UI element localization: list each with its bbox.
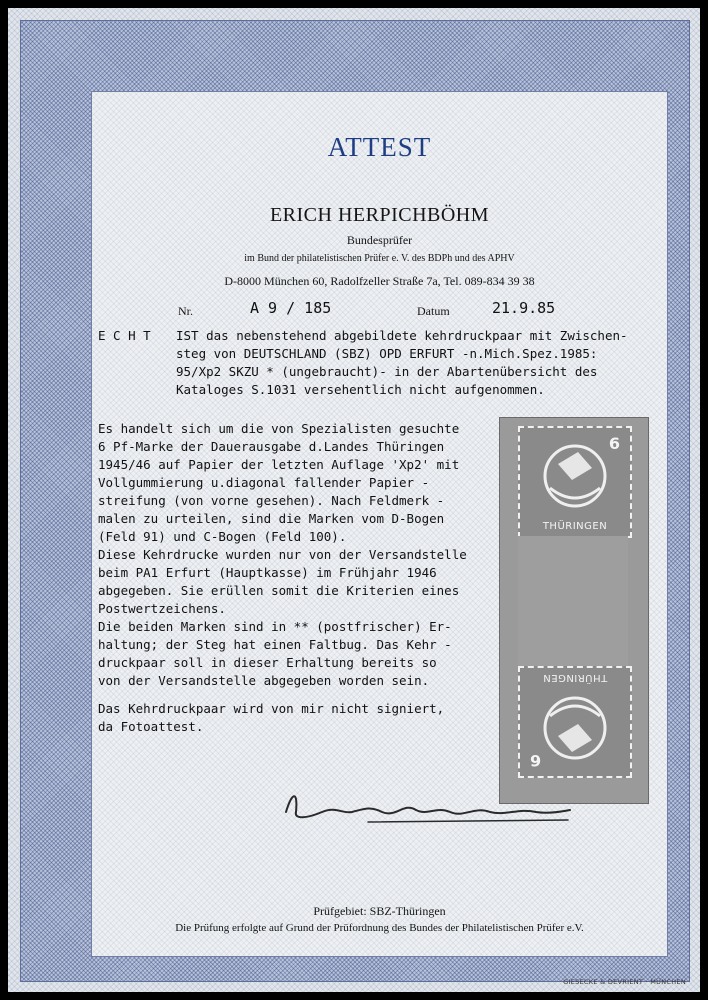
body-line: Postwertzeichens. [98,601,226,616]
stamp-photo [499,417,649,804]
nr-value: A 9 / 185 [250,299,332,317]
body-line: beim PA1 Erfurt (Hauptkasse) im Frühjahr 1946 [98,565,437,580]
echt-line: steg von DEUTSCHLAND (SBZ) OPD ERFURT -n.Mich.Spez.1985: [176,346,598,361]
body-line: (Feld 91) und C-Bogen (Feld 100). [98,529,347,544]
guilloche-border [20,20,690,982]
echt-line: 95/Xp2 SKZU * (ungebraucht)- in der Abartenübersicht des [176,364,598,379]
body-line: 1945/46 auf Papier der letzten Auflage 'Xp2' mit [98,457,460,472]
nr-label: Nr. [178,304,193,318]
body-line: Diese Kehrdrucke wurden nur von der Versandstelle [98,547,467,562]
examiner-name: ERICH HERPICHBÖHM [269,204,490,226]
body-line: Die beiden Marken sind in ** (postfrischer) Er- [98,619,452,634]
body-line: 6 Pf-Marke der Dauerausgabe d.Landes Thüringen [98,439,445,454]
echt-line: IST das nebenstehend abgebildete kehrdruckpaar mit Zwischen- [176,328,628,343]
body-line: druckpaar soll in dieser Erhaltung bereits so [98,655,437,670]
body-line: Es handelt sich um die von Spezialisten gesuchte [98,421,460,436]
datum-value: 21.9.85 [492,299,556,317]
stamp-value: 6 [530,751,542,770]
body-line: streifung (von vorne gesehen). Nach Feldmerk - [98,493,445,508]
signature [278,782,578,832]
examiner-address: D-8000 München 60, Radolfzeller Straße 7a, Tel. 089-834 39 38 [224,274,535,288]
stamp-label: THÜRINGEN [542,521,608,532]
stamp-label: THÜRINGEN [542,672,608,683]
stamp-upper [518,426,632,538]
certificate-sheet [8,8,700,992]
gutter [518,536,628,666]
pruefordnung-note: Die Prüfung erfolgte auf Grund der Prüfordnung des Bundes der Philatelistischen Prüfer e.V. [175,922,584,934]
stamp-value: 6 [608,434,620,453]
closing-line: da Fotoattest. [98,719,204,734]
examiner-role: Bundesprüfer [346,233,413,247]
stamp-lower-inverted [518,666,632,778]
pruefgebiet: Prüfgebiet: SBZ-Thüringen [313,904,446,918]
body-line: haltung; der Steg hat einen Faltbug. Das Kehr - [98,637,452,652]
datum-label: Datum [417,304,450,318]
examiner-association: im Bund der philatelistischen Prüfer e. V. des BDPh und des APHV [244,253,515,264]
echt-label: E C H T [98,328,151,343]
echt-line: Kataloges S.1031 versehentlich nicht aufgenommen. [176,382,545,397]
closing-line: Das Kehrdruckpaar wird von mir nicht signiert, [98,701,445,716]
body-line: von der Versandstelle abgegeben worden sein. [98,673,430,688]
certificate-body [91,91,668,957]
body-line: Vollgummierung u.diagonal fallender Papier - [98,475,430,490]
attest-title: ATTEST [327,132,432,162]
printer-imprint: GIESECKE & DEVRIENT · MÜNCHEN [563,978,686,986]
body-line: abgegeben. Sie erüllen somit die Kriterien eines [98,583,460,598]
body-line: malen zu urteilen, sind die Marken vom D-Bogen [98,511,445,526]
